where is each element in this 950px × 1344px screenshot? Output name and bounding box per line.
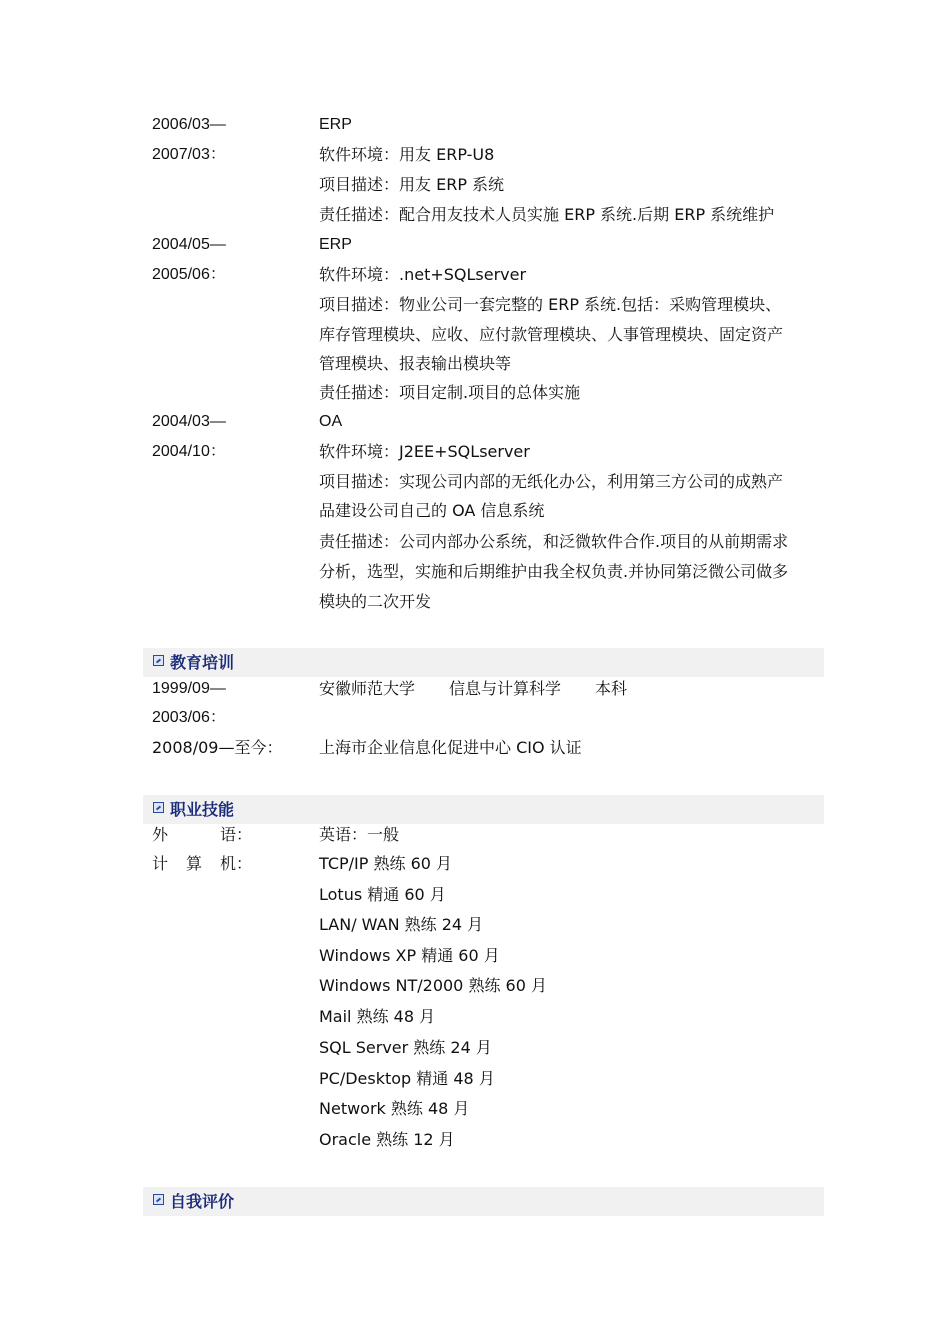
project-date-end: 2007/03： (152, 146, 226, 163)
section-header-self-eval (143, 1187, 824, 1216)
project-date-start: 2006/03— (152, 116, 226, 133)
project-line: 项目描述：用友 ERP 系统 (319, 175, 505, 194)
skill-row (152, 1033, 824, 1063)
skill-row (152, 849, 824, 879)
skill-item: PC/Desktop 精通 48 月 (319, 1069, 495, 1088)
project-date-start: 2004/05— (152, 236, 226, 253)
section-title: 自我评价 (170, 1192, 235, 1211)
education-degree: 本科 (595, 679, 628, 698)
skill-label-language: 外 语： (152, 825, 253, 844)
image-icon (153, 802, 164, 813)
project-row (152, 557, 824, 587)
image-icon (153, 1194, 164, 1205)
skill-row (152, 1002, 824, 1032)
section-header-education (143, 648, 824, 677)
project-line: 软件环境：J2EE+SQLserver (319, 442, 530, 461)
skill-value-language: 英语：一般 (319, 825, 400, 844)
skill-row (152, 910, 824, 940)
skill-row (152, 971, 824, 1001)
education-row (152, 703, 824, 733)
project-date-end: 2005/06： (152, 266, 226, 283)
skill-row (152, 1125, 824, 1155)
project-line: 软件环境：用友 ERP-U8 (319, 145, 495, 164)
project-row (152, 110, 824, 140)
project-row (152, 407, 824, 437)
image-icon (153, 655, 164, 666)
education-date: 2008/09—至今： (152, 738, 283, 757)
section-title: 教育培训 (170, 653, 235, 672)
education-detail (319, 674, 819, 704)
project-row (152, 467, 824, 497)
skill-item: Mail 熟练 48 月 (319, 1007, 436, 1026)
project-row (152, 260, 824, 290)
project-line: 责任描述：项目定制.项目的总体实施 (319, 383, 581, 402)
skill-row (152, 941, 824, 971)
education-school: 安徽师范大学 (319, 679, 416, 698)
project-row (152, 290, 824, 320)
project-line: 品建设公司自己的 OA 信息系统 (319, 501, 545, 520)
skill-item: Oracle 熟练 12 月 (319, 1130, 455, 1149)
project-line: 责任描述：公司内部办公系统，和泛微软件合作.项目的从前期需求 (319, 532, 789, 551)
project-date-end: 2004/10： (152, 443, 226, 460)
project-row (152, 496, 824, 526)
project-row (152, 378, 824, 408)
skill-row (152, 1094, 824, 1124)
project-line: 管理模块、报表输出模块等 (319, 354, 512, 373)
skill-item: SQL Server 熟练 24 月 (319, 1038, 492, 1057)
skill-item: Lotus 精通 60 月 (319, 885, 446, 904)
project-row (152, 320, 824, 350)
section-title: 职业技能 (170, 800, 235, 819)
project-line: 软件环境：.net+SQLserver (319, 265, 527, 284)
project-row (152, 140, 824, 170)
skill-row (152, 880, 824, 910)
project-line: 模块的二次开发 (319, 592, 432, 611)
project-name: ERP (319, 236, 352, 253)
project-row (152, 527, 824, 557)
education-detail: 上海市企业信息化促进中心 CIO 认证 (319, 738, 582, 757)
skill-label-computer: 计 算 机： (152, 854, 253, 873)
skill-row (152, 1064, 824, 1094)
project-line: 项目描述：实现公司内部的无纸化办公，利用第三方公司的成熟产 (319, 472, 784, 491)
project-row (152, 230, 824, 260)
skill-item: Network 熟练 48 月 (319, 1099, 470, 1118)
project-row (152, 349, 824, 379)
project-row (152, 200, 824, 230)
project-line: 分析，选型，实施和后期维护由我全权负责.并协同第泛微公司做多 (319, 562, 789, 581)
project-row (152, 587, 824, 617)
project-name: ERP (319, 116, 352, 133)
skill-item: LAN/ WAN 熟练 24 月 (319, 915, 484, 934)
education-row (152, 674, 824, 704)
skill-item: Windows NT/2000 熟练 60 月 (319, 976, 547, 995)
project-name: OA (319, 413, 343, 430)
project-line: 项目描述：物业公司一套完整的 ERP 系统.包括：采购管理模块、 (319, 295, 782, 314)
education-row (152, 733, 824, 763)
education-major: 信息与计算科学 (449, 679, 562, 698)
project-line: 库存管理模块、应收、应付款管理模块、人事管理模块、固定资产 (319, 325, 784, 344)
skill-item: TCP/IP 熟练 60 月 (319, 854, 453, 873)
skill-row (152, 820, 824, 850)
project-date-start: 2004/03— (152, 413, 226, 430)
project-line: 责任描述：配合用友技术人员实施 ERP 系统.后期 ERP 系统维护 (319, 205, 775, 224)
skill-item: Windows XP 精通 60 月 (319, 946, 500, 965)
project-row (152, 437, 824, 467)
education-date-end: 2003/06： (152, 709, 226, 726)
project-row (152, 170, 824, 200)
education-date-start: 1999/09— (152, 680, 226, 697)
